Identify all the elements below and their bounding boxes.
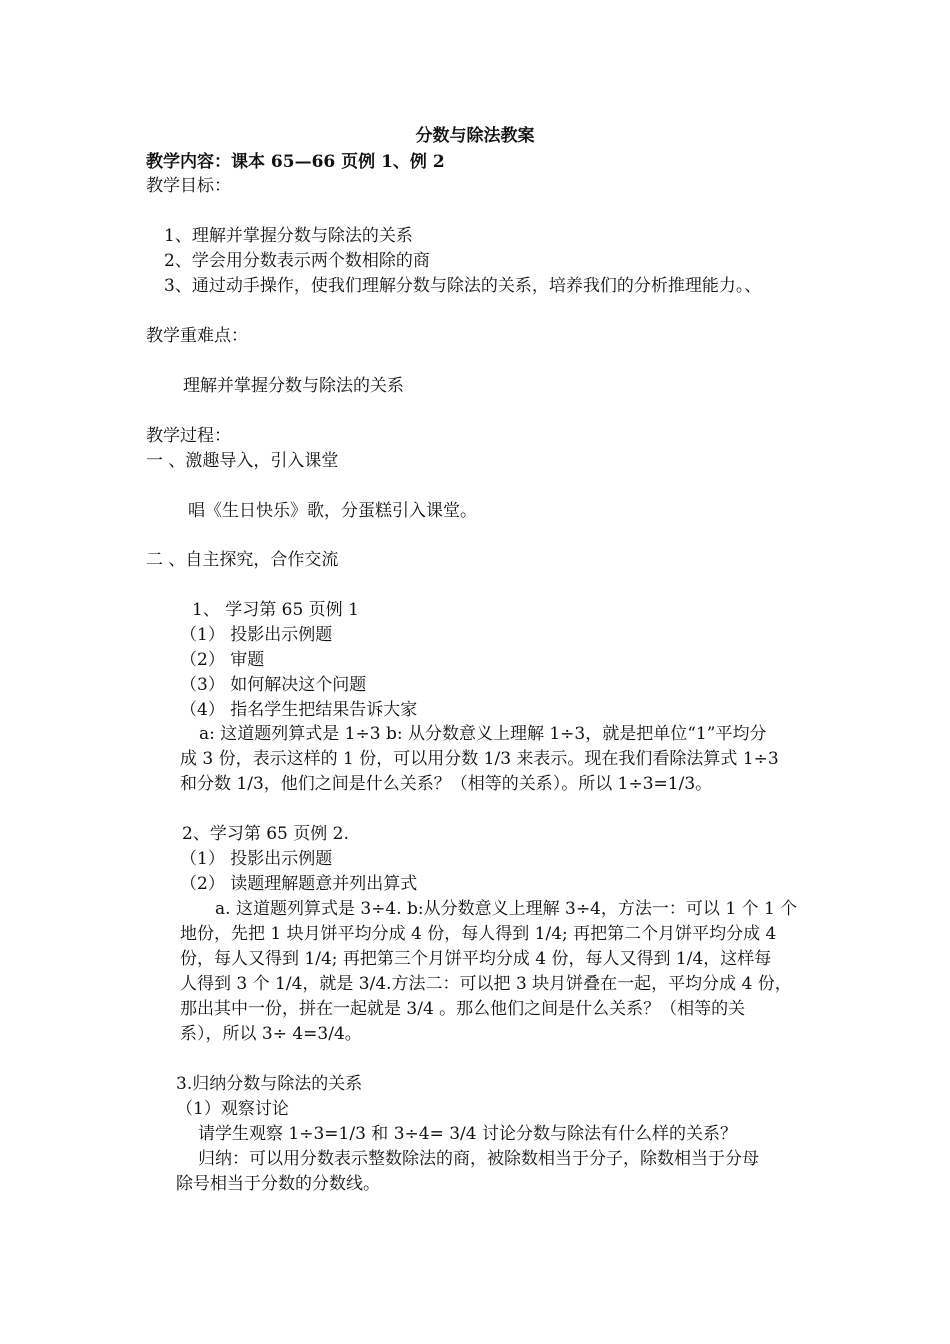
example2-paragraph-line: 系），所以 3÷ 4=3/4。: [180, 1024, 362, 1044]
summary-step: （1）观察讨论: [176, 1099, 289, 1119]
example2-step: （1） 投影出示例题: [180, 849, 333, 869]
goal-item: 1、理解并掌握分数与除法的关系: [164, 226, 413, 246]
goal-item: 3、通过动手操作，使我们理解分数与除法的关系，培养我们的分析推理能力。、: [164, 276, 762, 296]
example2-paragraph-line: 人得到 3 个 1/4，就是 3/4.方法二：可以把 3 块月饼叠在一起，平均分成 4 份，: [180, 974, 792, 994]
summary-paragraph-line: 除号相当于分数的分数线。: [176, 1174, 380, 1194]
example2-paragraph-line: 地份，先把 1 块月饼平均分成 4 份，每人得到 1/4; 再把第二个月饼平均分成 4: [180, 924, 777, 944]
part1-text: 唱《生日快乐》歌，分蛋糕引入课堂。: [188, 501, 477, 521]
example1-step: （3） 如何解决这个问题: [180, 675, 367, 695]
example2-paragraph-line: 那出其中一份，拼在一起就是 3/4 。那么他们之间是什么关系？（相等的关: [180, 999, 746, 1019]
example1-title: 1、 学习第 65 页例 1: [192, 600, 359, 620]
part1-heading: 一 、激趣导入，引入课堂: [146, 451, 339, 471]
example1-paragraph-line: 成 3 份，表示这样的 1 份，可以用分数 1/3 来表示。现在我们看除法算式 1÷3: [180, 749, 779, 769]
example1-step: （4） 指名学生把结果告诉大家: [180, 700, 418, 720]
example2-title: 2、学习第 65 页例 2.: [182, 824, 349, 844]
summary-paragraph-line: 归纳：可以用分数表示整数除法的商，被除数相当于分子，除数相当于分母: [198, 1149, 759, 1169]
example2-step: （2） 读题理解题意并列出算式: [180, 874, 418, 894]
part2-heading: 二 、自主探究，合作交流: [146, 550, 339, 570]
example1-step: （2） 审题: [180, 650, 265, 670]
goals-heading: 教学目标：: [146, 176, 231, 196]
example1-paragraph-line: a: 这道题列算式是 1÷3 b: 从分数意义上理解 1÷3，就是把单位“1”平均分: [199, 724, 767, 744]
difficulty-heading: 教学重难点：: [146, 326, 248, 346]
process-heading: 教学过程：: [146, 426, 231, 446]
summary-title: 3.归纳分数与除法的关系: [176, 1074, 363, 1094]
summary-paragraph-line: 请学生观察 1÷3=1/3 和 3÷4= 3/4 讨论分数与除法有什么样的关系？: [198, 1124, 737, 1144]
goal-item: 2、学会用分数表示两个数相除的商: [164, 251, 430, 271]
difficulty-text: 理解并掌握分数与除法的关系: [183, 376, 404, 396]
content-line: 教学内容：课本 65—66 页例 1、例 2: [146, 152, 445, 172]
example1-step: （1） 投影出示例题: [180, 625, 333, 645]
doc-title: 分数与除法教案: [415, 126, 535, 146]
example1-paragraph-line: 和分数 1/3，他们之间是什么关系？（相等的关系）。所以 1÷3=1/3。: [180, 774, 713, 794]
example2-paragraph-line: 份，每人又得到 1/4; 再把第三个月饼平均分成 4 份，每人又得到 1/4，这样每: [180, 949, 772, 969]
example2-paragraph-line: a. 这道题列算式是 3÷4. b:从分数意义上理解 3÷4，方法一：可以 1 个 1 个: [215, 899, 798, 919]
